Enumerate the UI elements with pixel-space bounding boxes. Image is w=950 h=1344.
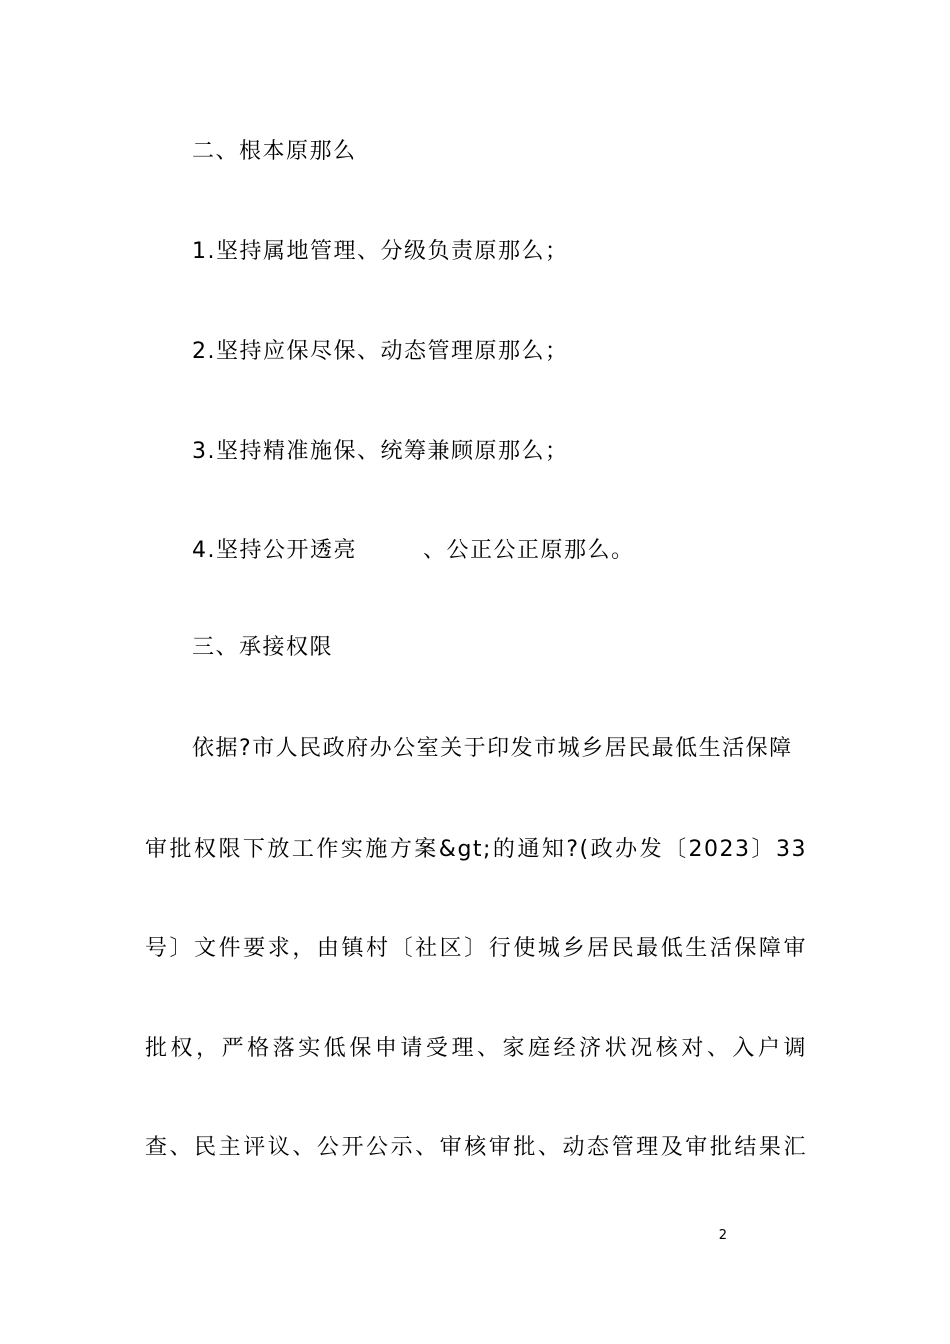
principle-item-2: 2.坚持应保尽保、动态管理原那么； [192, 339, 569, 364]
paragraph-line-4: 批权，严格落实低保申请受理、家庭经济状况核对、入户调 [145, 1036, 807, 1061]
principle-item-3: 3.坚持精准施保、统筹兼顾原那么； [192, 439, 569, 464]
paragraph-line-1: 依据?市人民政府办公室关于印发市城乡居民最低生活保障 [192, 736, 793, 761]
principle-item-4-part1: 4.坚持公开透亮 [192, 538, 357, 563]
page-number: 2 [718, 1228, 727, 1243]
section-heading-3: 三、承接权限 [192, 635, 334, 660]
paragraph-line-3: 号〕文件要求，由镇村〔社区〕行使城乡居民最低生活保障审 [145, 936, 807, 961]
principle-item-4-part2: 、公正公正原那么。 [423, 538, 635, 563]
section-heading-2: 二、根本原那么 [192, 139, 357, 164]
paragraph-line-5: 查、民主评议、公开公示、审核审批、动态管理及审批结果汇 [145, 1135, 807, 1160]
paragraph-line-2: 审批权限下放工作实施方案&gt;的通知?(政办发〔2023〕33 [145, 837, 807, 862]
principle-item-4 [192, 536, 635, 566]
principle-item-1: 1.坚持属地管理、分级负责原那么； [192, 239, 569, 264]
